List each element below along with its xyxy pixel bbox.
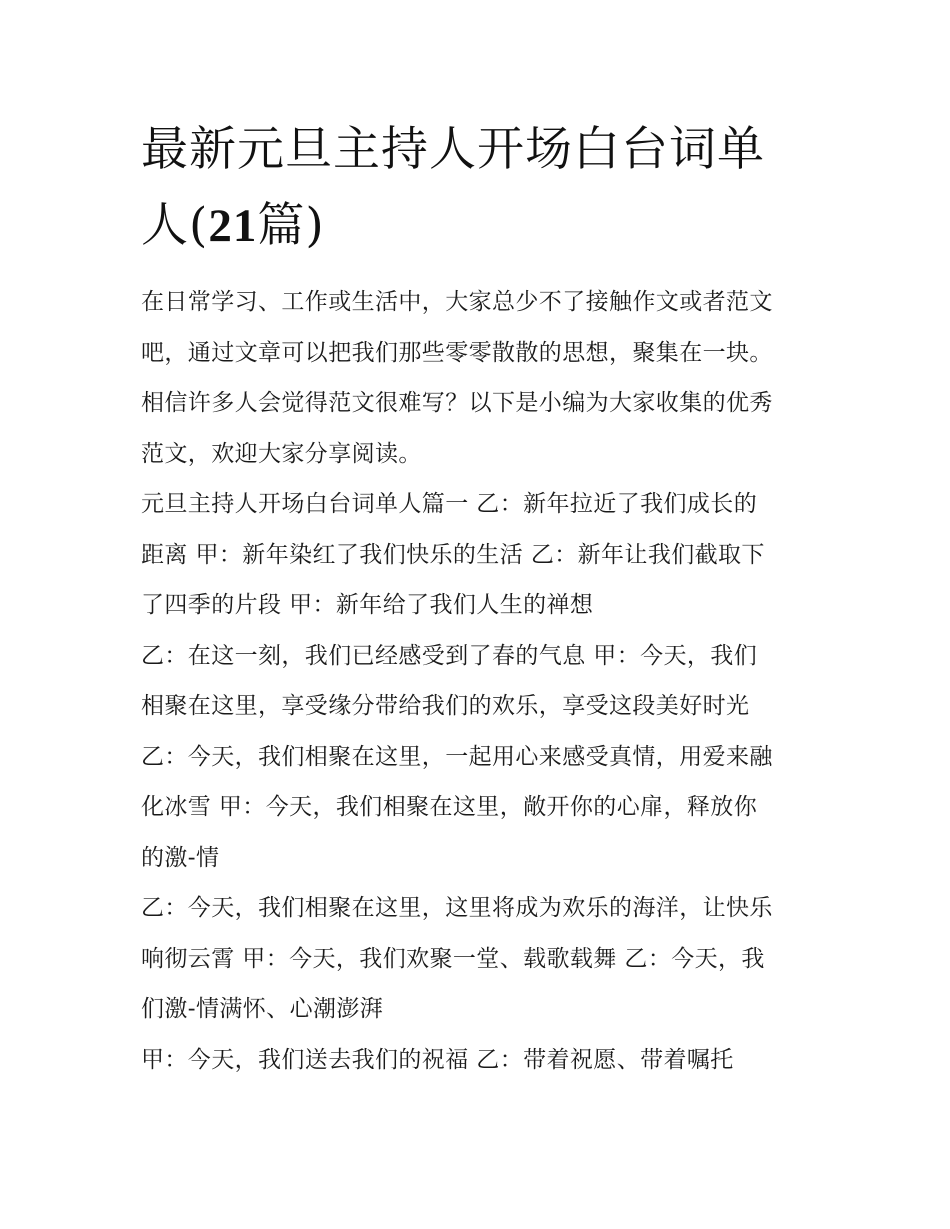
title-line-1: 最新元旦主持人开场白台词单 — [141, 122, 765, 177]
document-body — [141, 277, 821, 1085]
body-line: 响彻云霄 甲：今天，我们欢聚一堂、载歌载舞 乙：今天，我 — [141, 945, 765, 972]
body-line: 乙：今天，我们相聚在这里，这里将成为欢乐的海洋，让快乐 — [141, 895, 773, 921]
document-title — [141, 112, 821, 264]
body-line: 的激-情 — [141, 844, 220, 871]
title-line-2 — [141, 188, 821, 264]
title-prefix: 人( — [141, 198, 209, 253]
body-line: 了四季的片段 甲：新年给了我们人生的禅想 — [141, 592, 594, 618]
title-count: 21 — [208, 200, 258, 252]
body-line: 乙：在这一刻，我们已经感受到了春的气息 甲：今天，我们 — [141, 642, 758, 669]
body-line: 相信许多人会觉得范文很难写？以下是小编为大家收集的优秀 — [141, 390, 773, 416]
body-line: 元旦主持人开场白台词单人篇一 乙：新年拉近了我们成长的 — [141, 491, 758, 517]
body-line: 在日常学习、工作或生活中，大家总少不了接触作文或者范文 — [141, 289, 773, 315]
body-line: 相聚在这里，享受缘分带给我们的欢乐，享受这段美好时光 — [141, 693, 750, 719]
body-line: 范文，欢迎大家分享阅读。 — [141, 440, 422, 467]
body-line: 化冰雪 甲：今天，我们相聚在这里，敞开你的心扉，释放你 — [141, 794, 758, 820]
body-line: 甲：今天，我们送去我们的祝福 乙：带着祝愿、带着嘱托 — [141, 1046, 734, 1073]
body-line: 距离 甲：新年染红了我们快乐的生活 乙：新年让我们截取下 — [141, 541, 765, 568]
title-suffix: 篇) — [257, 198, 325, 253]
body-line: 吧，通过文章可以把我们那些零零散散的思想，聚集在一块。 — [141, 339, 773, 366]
body-line: 们激-情满怀、心潮澎湃 — [141, 996, 384, 1022]
body-line: 乙：今天，我们相聚在这里，一起用心来感受真情，用爱来融 — [141, 743, 773, 770]
document-page — [141, 112, 821, 1085]
